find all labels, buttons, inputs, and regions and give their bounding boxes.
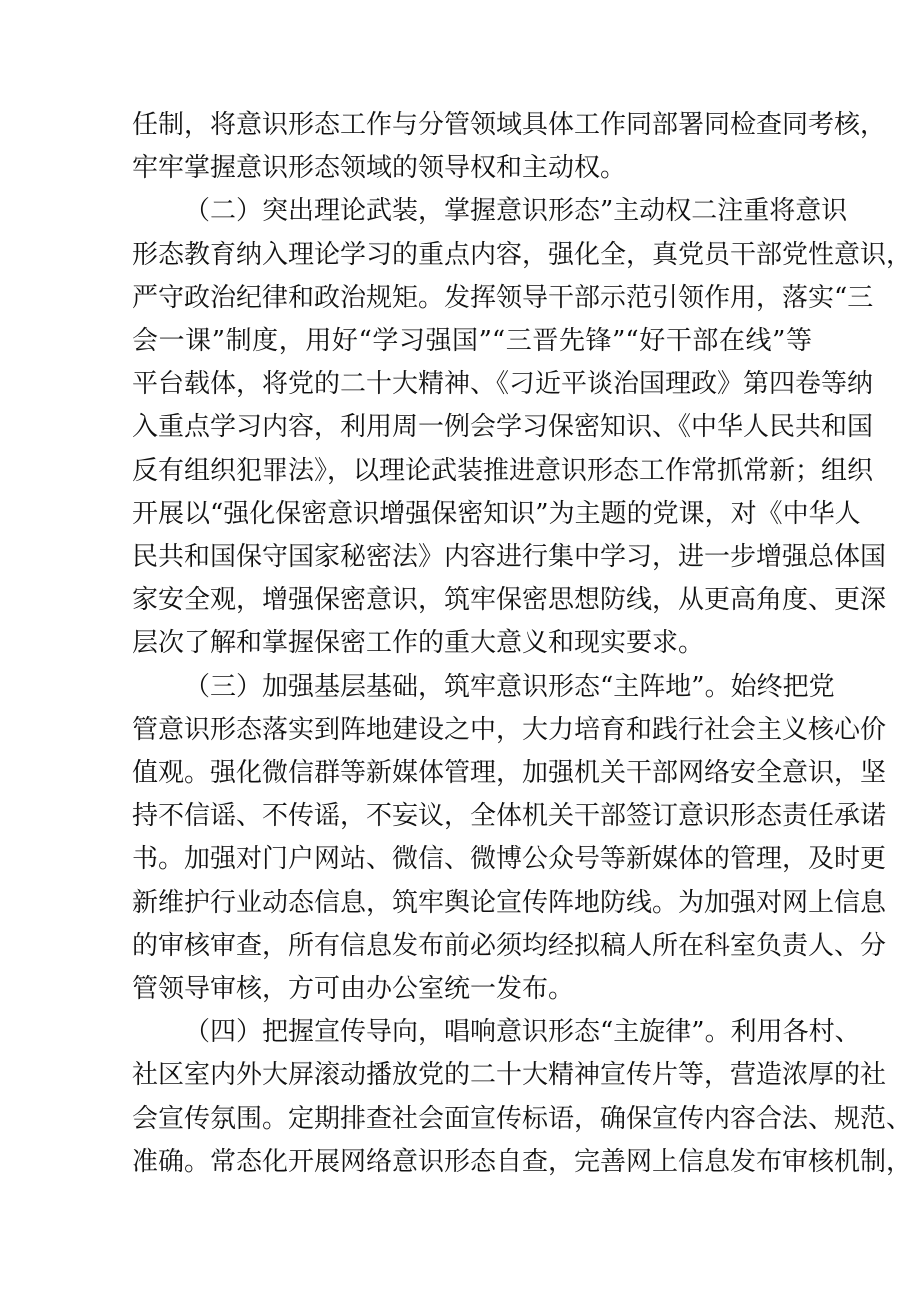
text-line: 社区室内外大屏滚动播放党的二十大精神宣传片等，营造浓厚的社 — [132, 1060, 887, 1091]
text-line: 家安全观，增强保密意识，筑牢保密思想防线，从更高角度、更深 — [132, 585, 887, 616]
text-line: 值观。强化微信群等新媒体管理，加强机关干部网络安全意识，坚 — [132, 758, 887, 789]
text-line: 严守政治纪律和政治规矩。发挥领导干部示范引领作用，落实“三 — [132, 282, 874, 313]
text-line: 新维护行业动态信息，筑牢舆论宣传阵地防线。为加强对网上信息 — [132, 887, 887, 918]
paragraph-theory-armament — [132, 190, 913, 665]
text-line: （四）把握宣传导向，唱响意识形态“主旋律”。利用各村、 — [184, 1017, 861, 1048]
text-line: 管领导审核，方可由办公室统一发布。 — [132, 974, 575, 1005]
paragraph-responsibility — [132, 104, 887, 190]
text-line: 形态教育纳入理论学习的重点内容，强化全，真党员干部党性意识， — [132, 239, 913, 270]
text-line: 牢牢掌握意识形态领域的领导权和主动权。 — [132, 153, 627, 184]
text-line: 入重点学习内容，利用周一例会学习保密知识、《中华人民共和国 — [132, 412, 874, 443]
text-line: 层次了解和掌握保密工作的重大意义和现实要求。 — [132, 628, 705, 659]
text-line: 任制，将意识形态工作与分管领域具体工作同部署同检查同考核， — [132, 110, 887, 140]
paragraph-publicity — [132, 1011, 913, 1184]
text-line: 管意识形态落实到阵地建设之中，大力培育和践行社会主义核心价 — [132, 714, 887, 745]
text-line: 书。加强对门户网站、微信、微博公众号等新媒体的管理，及时更 — [132, 844, 887, 875]
text-line: 准确。常态化开展网络意识形态自查，完善网上信息发布审核机制， — [132, 1146, 913, 1177]
text-line: 会宣传氛围。定期排查社会面宣传标语，确保宣传内容合法、规范、 — [132, 1103, 913, 1134]
text-line: 平台载体，将党的二十大精神、《刁近平谈治国理政》第四卷等纳 — [132, 369, 874, 400]
text-line: 开展以“强化保密意识增强保密知识”为主题的党课，对《中华人 — [132, 498, 861, 529]
paragraph-grassroots — [132, 666, 887, 1012]
text-line: 反有组织犯罪法》，以理论武装推进意识形态工作常抓常新；组织 — [132, 455, 874, 486]
text-line: 会一课”制度，用好“学习强国”“三晋先锋”“好干部在线”等 — [132, 326, 812, 357]
text-line: 民共和国保守国家秘密法》内容进行集中学习，进一步增强总体国 — [132, 542, 887, 573]
text-line: （二）突出理论武装，掌握意识形态”主动权二注重将意识 — [184, 196, 848, 227]
text-line: 的审核审查，所有信息发布前必须均经拟稿人所在科室负责人、分 — [132, 930, 887, 961]
text-line: （三）加强基层基础，筑牢意识形态“主阵地”。始终把党 — [184, 671, 835, 702]
document-body — [132, 104, 913, 1184]
text-line: 持不信谣、不传谣，不妄议，全体机关干部签订意识形态责任承诺 — [132, 801, 887, 832]
